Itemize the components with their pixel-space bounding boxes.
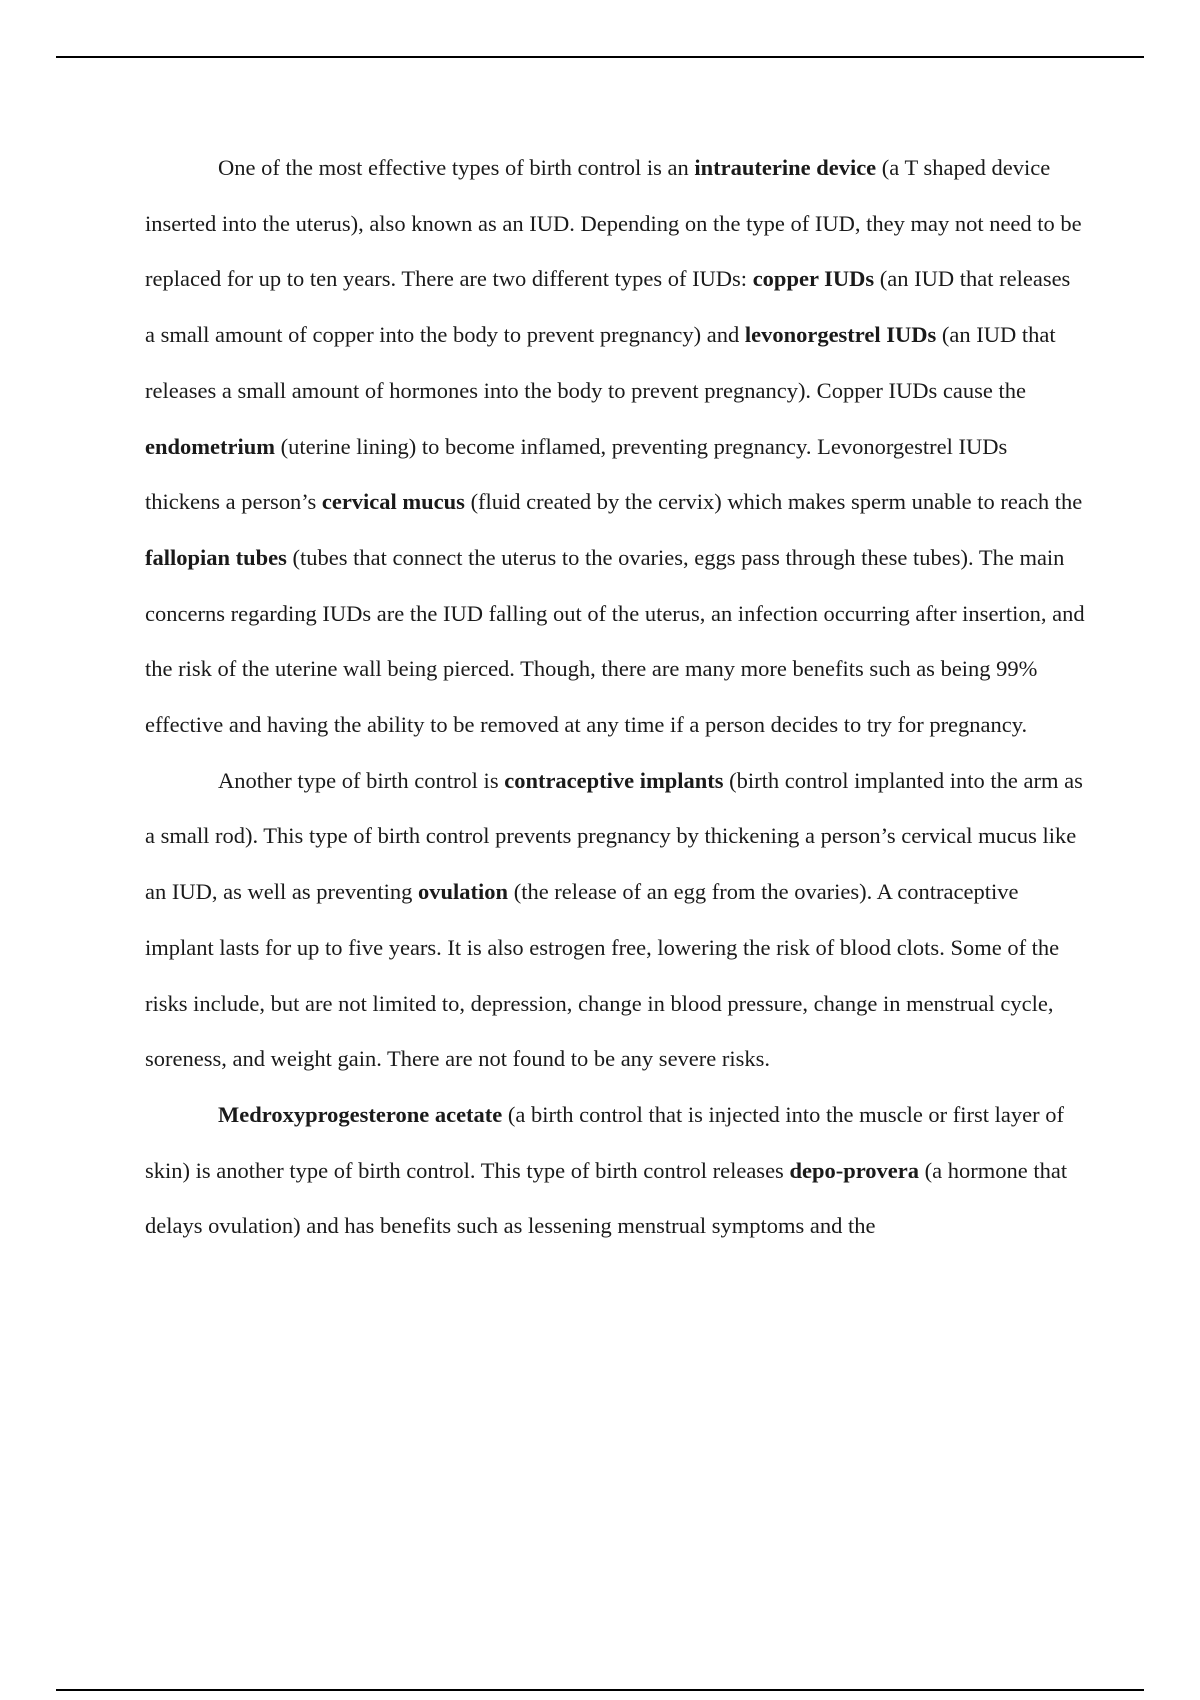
text-run: Another type of birth control is — [218, 767, 505, 793]
text-run: (fluid created by the cervix) which makes sperm unable to reach the — [464, 489, 1083, 515]
text-run: One of the most effective types of birth control is an — [218, 155, 695, 180]
footer-rule — [56, 1689, 1144, 1691]
text-run: (a birth control that is injected into the muscle or first layer of skin) is another type of birth control. This type of birth control releases — [145, 1101, 1065, 1183]
bold-term: copper IUDs — [752, 266, 875, 292]
text-run: (tubes that connect the uterus to the ovaries, eggs pass through these tubes). The main concerns regarding IUDs are the IUD falling out of the uterus, an infection occurring after insertion, and the risk of the uterine wall being pierced. Though, there are many more benefits such as being 99% effective and having the ability to be removed at any time if a person decides to try for pregnancy. — [145, 544, 1085, 738]
bold-term: cervical mucus — [321, 489, 465, 515]
text-run: (birth control implanted into the arm as a small rod). This type of birth control prevents pregnancy by thickening a person’s cervical mucus like an IUD, as well as preventing — [145, 767, 1083, 905]
bold-term: fallopian tubes — [145, 544, 287, 570]
paragraph-iud — [145, 140, 1085, 753]
text-run: (a hormone that delays ovulation) and has benefits such as lessening menstrual symptoms and the — [145, 1157, 1068, 1239]
header-rule — [56, 56, 1144, 58]
text-run: (an IUD that releases a small amount of copper into the body to prevent pregnancy) and — [145, 266, 1071, 348]
bold-term: endometrium — [145, 433, 275, 459]
bold-term: levonorgestrel IUDs — [744, 322, 937, 348]
bold-term: contraceptive implants — [504, 767, 724, 793]
document-body — [145, 140, 1085, 1254]
text-run: (uterine lining) to become inflamed, preventing pregnancy. Levonorgestrel IUDs thickens a person’s — [145, 433, 1008, 515]
bold-term: Medroxyprogesterone acetate — [218, 1101, 503, 1127]
bold-term: depo-provera — [789, 1157, 920, 1183]
text-run: (the release of an egg from the ovaries). A contraceptive implant lasts for up to five years. It is also estrogen free, lowering the risk of blood clots. Some of the risks include, but are not limited to, depression, change in blood pressure, change in menstrual cycle, soreness, and weight gain. There are not found to be any severe risks. — [145, 879, 1060, 1072]
bold-term: ovulation — [418, 879, 509, 905]
text-run: (an IUD that releases a small amount of hormones into the body to prevent pregnancy). Copper IUDs cause the — [145, 322, 1056, 403]
bold-term: intrauterine device — [694, 155, 877, 180]
paragraph-medroxyprogesterone — [145, 1087, 1085, 1254]
paragraph-contraceptive-implants — [145, 753, 1085, 1087]
text-run: (a T shaped device inserted into the uterus), also known as an IUD. Depending on the type of IUD, they may not need to be replaced for up to ten years. There are two different types of IUDs: — [145, 155, 1082, 292]
